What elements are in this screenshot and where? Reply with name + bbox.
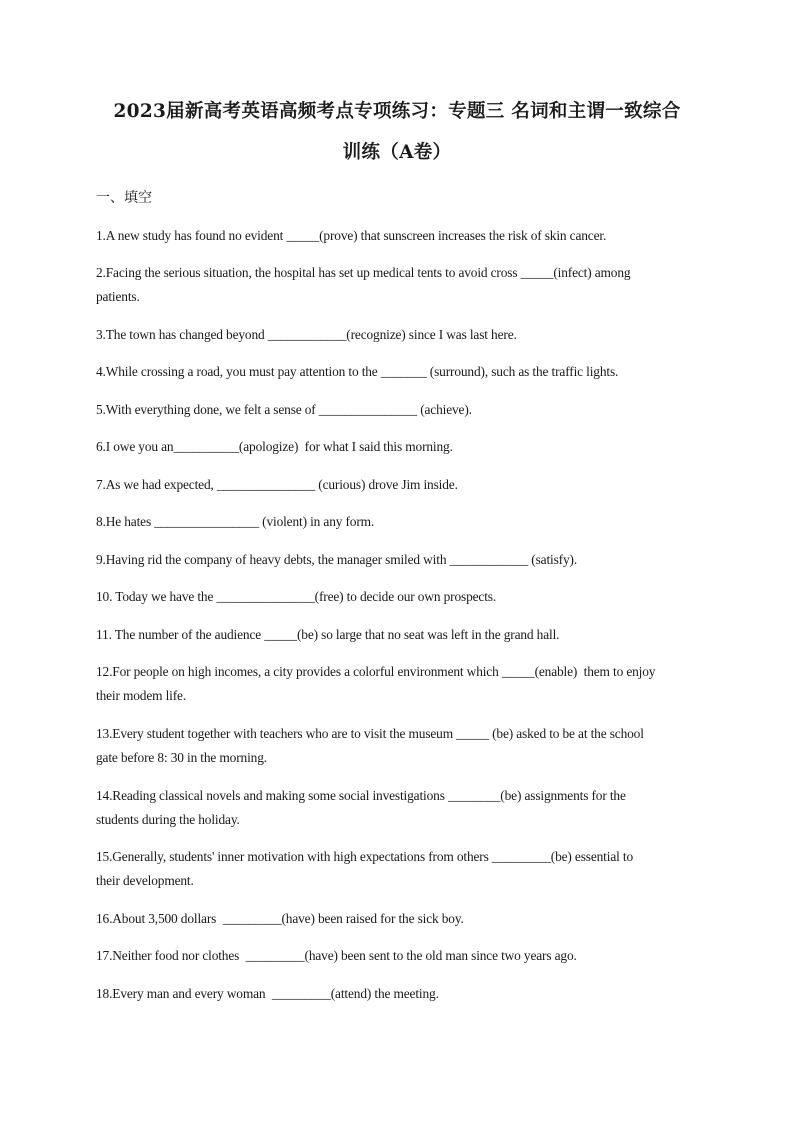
question-text-line: their development. xyxy=(96,873,194,888)
question-text-line: their modem life. xyxy=(96,688,187,703)
question-text-line: 5.With everything done, we felt a sense of _______________ (achieve). xyxy=(96,402,472,417)
question-text-line: 18.Every man and every woman _________(attend) the meeting. xyxy=(96,986,439,1001)
question-item xyxy=(96,473,696,497)
question-text-line: gate before 8: 30 in the morning. xyxy=(96,750,267,765)
question-text-line: 4.While crossing a road, you must pay attention to the _______ (surround), such as the traffic lights. xyxy=(96,364,619,379)
question-text-line: 12.For people on high incomes, a city provides a colorful environment which _____(enable) them to enjoy xyxy=(96,664,656,679)
section-heading: 一、填空 xyxy=(96,190,152,206)
question-item xyxy=(96,784,696,832)
question-text-line: 10. Today we have the _______________(free) to decide our own prospects. xyxy=(96,589,497,604)
question-item xyxy=(96,224,696,248)
question-item xyxy=(96,360,696,384)
question-text-line: 7.As we had expected, _______________ (curious) drove Jim inside. xyxy=(96,477,458,492)
question-text-line: 8.He hates ________________ (violent) in any form. xyxy=(96,514,375,529)
question-text-line: 17.Neither food nor clothes _________(have) been sent to the old man since two years ago. xyxy=(96,948,577,963)
question-item xyxy=(96,623,696,647)
question-item xyxy=(96,982,696,1006)
question-item xyxy=(96,323,696,347)
page-title-line-2: 训练（A卷） xyxy=(342,142,452,163)
question-item xyxy=(96,435,696,459)
question-item xyxy=(96,907,696,931)
question-item xyxy=(96,510,696,534)
question-item xyxy=(96,944,696,968)
question-item xyxy=(96,722,696,770)
question-text-line: 1.A new study has found no evident _____(prove) that sunscreen increases the risk of skin cancer. xyxy=(96,228,607,243)
page-title-line-1: 2023届新高考英语高频考点专项练习：专题三 名词和主谓一致综合 xyxy=(113,101,681,122)
question-text-line: 11. The number of the audience _____(be) so large that no seat was left in the grand hall. xyxy=(96,627,560,642)
question-item xyxy=(96,660,696,708)
question-item xyxy=(96,845,696,893)
question-text-line: students during the holiday. xyxy=(96,812,240,827)
question-text-line: patients. xyxy=(96,289,140,304)
question-text-line: 13.Every student together with teachers who are to visit the museum _____ (be) asked to be at the school xyxy=(96,726,644,741)
question-text-line: 14.Reading classical novels and making some social investigations ________(be) assignments for the xyxy=(96,788,626,803)
question-item xyxy=(96,548,696,572)
question-text-line: 9.Having rid the company of heavy debts, the manager smiled with ____________ (satisfy). xyxy=(96,552,578,567)
question-text-line: 6.I owe you an__________(apologize) for what I said this morning. xyxy=(96,439,453,454)
question-item xyxy=(96,585,696,609)
question-text-line: 16.About 3,500 dollars _________(have) been raised for the sick boy. xyxy=(96,911,464,926)
question-text-line: 3.The town has changed beyond ____________(recognize) since I was last here. xyxy=(96,327,517,342)
question-text-line: 15.Generally, students' inner motivation with high expectations from others _________(be) essential to xyxy=(96,849,634,864)
question-text-line: 2.Facing the serious situation, the hospital has set up medical tents to avoid cross _____(infect) among xyxy=(96,265,631,280)
question-item xyxy=(96,398,696,422)
question-item xyxy=(96,261,696,309)
